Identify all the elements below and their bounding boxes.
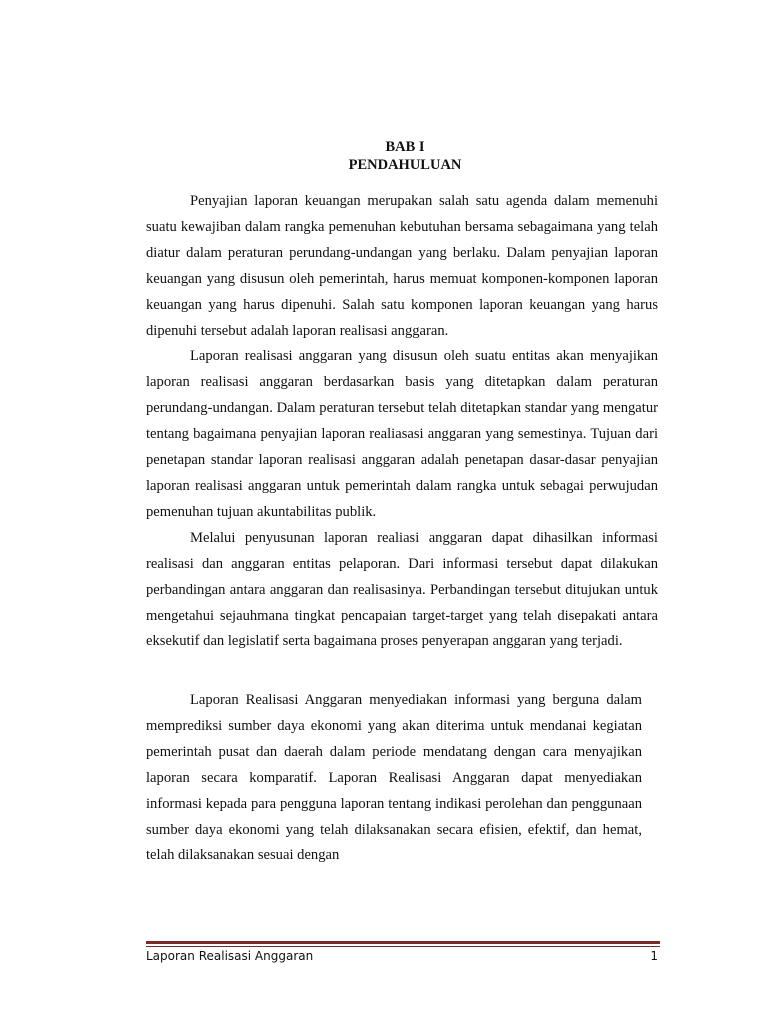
paragraph-4: Laporan Realisasi Anggaran menyediakan informasi yang berguna dalam memprediksi sumber daya ekonomi yang akan diterima untuk mendanai kegiatan pemerintah pusat dan daerah dalam periode mendatang dengan cara menyajikan laporan secara komparatif. Laporan Realisasi Anggaran dapat menyediakan informasi kepada para pengguna laporan tentang indikasi perolehan dan penggunaan sumber daya ekonomi yang telah dilaksanakan secara efisien, efektif, dan hemat, telah dilaksanakan sesuai dengan bbox=[146, 692, 642, 864]
page-number: 1 bbox=[650, 949, 658, 963]
paragraph-2: Laporan realisasi anggaran yang disusun oleh suatu entitas akan menyajikan laporan realisasi anggaran berdasarkan basis yang ditetapkan dalam peraturan perundang-undangan. Dalam peraturan tersebut telah ditetapkan standar yang mengatur tentang bagaimana penyajian laporan realiasasi anggaran yang semestinya. Tujuan dari penetapan standar laporan realisasi anggaran adalah penetapan dasar-dasar penyajian laporan realisasi anggaran untuk pemerintah dalam rangka untuk sebagai perwujudan pemenuhan tujuan akuntabilitas publik. bbox=[146, 348, 658, 520]
paragraph-1: Penyajian laporan keuangan merupakan salah satu agenda dalam memenuhi suatu kewajiban dalam rangka pemenuhan kebutuhan bersama sebagaimana yang telah diatur dalam peraturan perundang-undangan yang berlaku. Dalam penyajian laporan keuangan yang disusun oleh pemerintah, harus memuat komponen-komponen laporan keuangan yang harus dipenuhi. Salah satu komponen laporan keuangan yang harus dipenuhi tersebut adalah laporan realisasi anggaran. bbox=[146, 193, 658, 339]
body-text bbox=[146, 189, 658, 655]
body-text-continued bbox=[146, 688, 642, 869]
chapter-title: PENDAHULUAN bbox=[348, 157, 462, 173]
chapter-label: BAB I bbox=[385, 139, 425, 155]
footer-rule-thick bbox=[146, 941, 660, 944]
footer-title: Laporan Realisasi Anggaran bbox=[146, 949, 314, 963]
paragraph-3: Melalui penyusunan laporan realiasi anggaran dapat dihasilkan informasi realisasi dan anggaran entitas pelaporan. Dari informasi tersebut dapat dilakukan perbandingan antara anggaran dan realisasinya. Perbandingan tersebut ditujukan untuk mengetahui sejauhmana tingkat pencapaian target-target yang telah disepakati antara eksekutif dan legislatif serta bagaimana proses penyerapan anggaran yang terjadi. bbox=[146, 529, 658, 650]
